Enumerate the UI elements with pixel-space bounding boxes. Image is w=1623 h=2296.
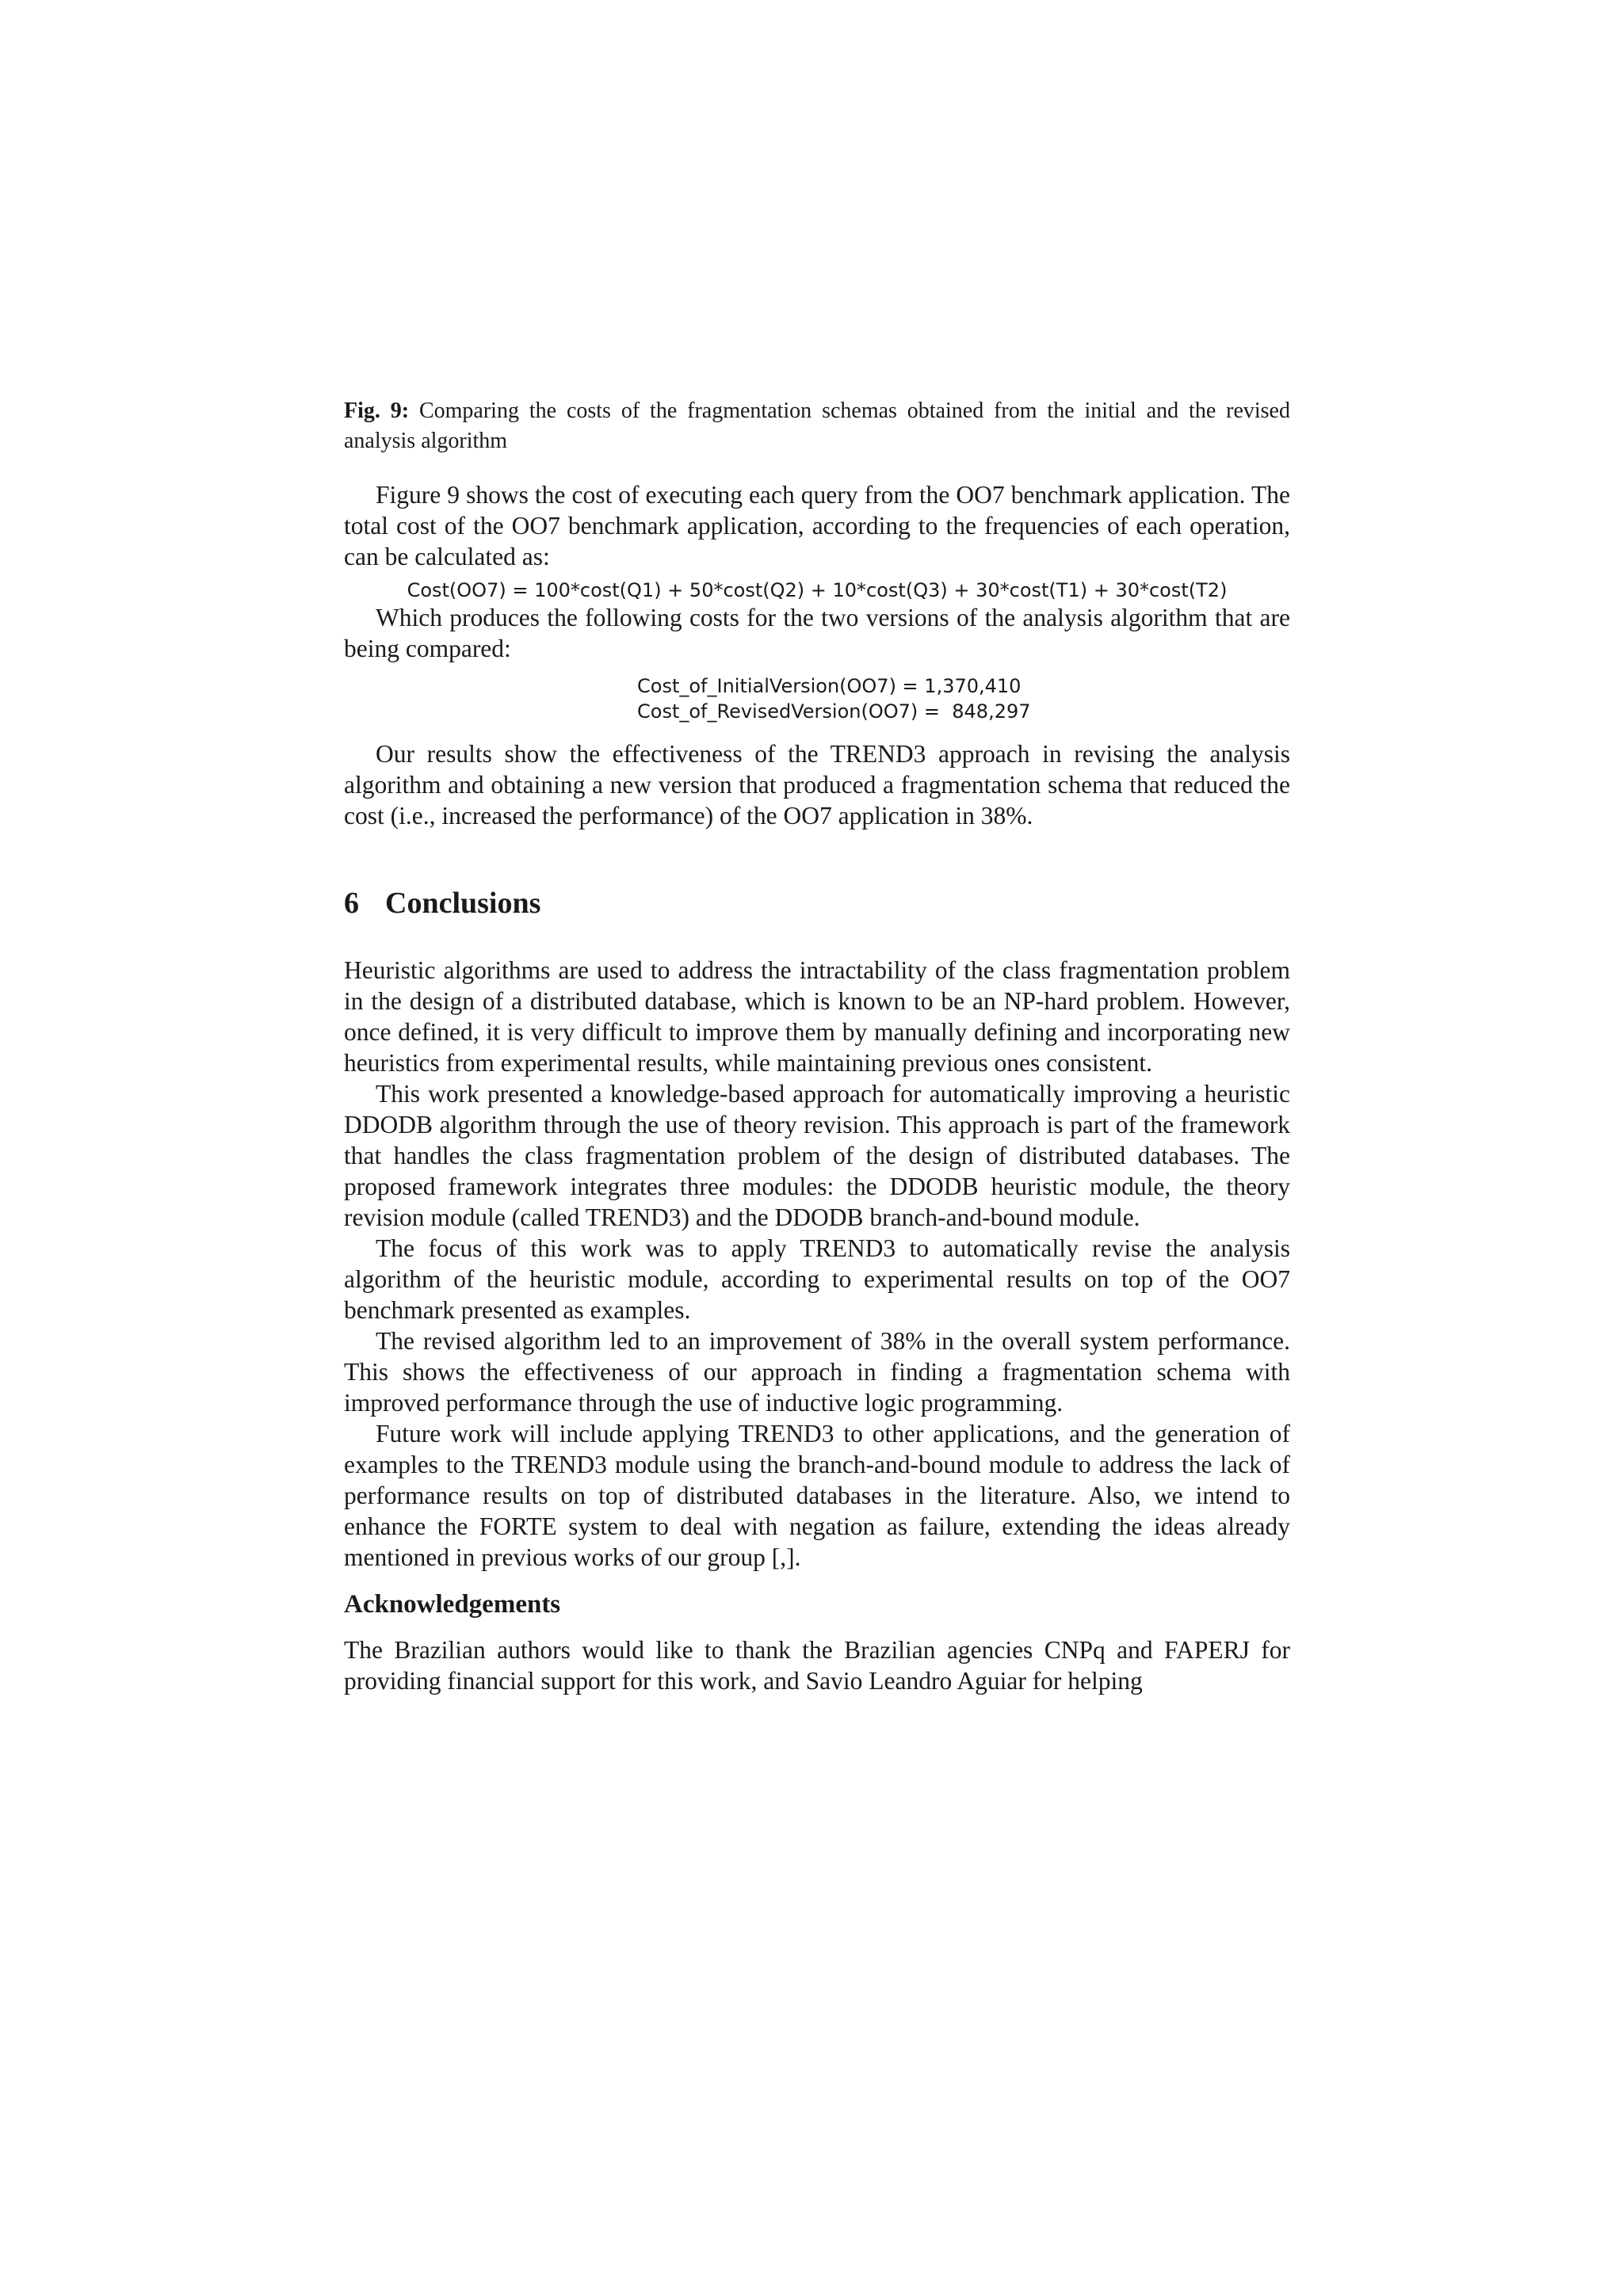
section-title: Conclusions: [385, 887, 541, 920]
acknowledgements-text: The Brazilian authors would like to thank the Brazilian agencies CNPq and FAPERJ for providing financial support for this work, and Savio Leandro Aguiar for helping: [344, 1636, 1290, 1695]
page-content: [344, 396, 1290, 1696]
cost-initial-version: Cost_of_InitialVersion(OO7) = 1,370,410: [637, 675, 1022, 697]
conclusions-paragraph-3: The focus of this work was to apply TREND3 to automatically revise the analysis algorithm of the heuristic module, according to experimental results on top of the OO7 benchmark presented as examples.: [344, 1234, 1290, 1324]
section-heading-conclusions: [344, 885, 1290, 921]
results-paragraph-2: Which produces the following costs for the two versions of the analysis algorithm that are being compared:: [344, 604, 1290, 662]
figure-caption-text: Comparing the costs of the fragmentation schemas obtained from the initial and the revised analysis algorithm: [344, 399, 1290, 453]
conclusions-paragraph-5: Future work will include applying TREND3 to other applications, and the generation of examples to the TREND3 module using the branch-and-bound module to address the lack of performance results on top of distributed databases in the literature. Also, we intend to enhance the FORTE system to deal with negation as failure, extending the ideas already mentioned in previous works of our group [,].: [344, 1420, 1290, 1571]
figure-caption: [344, 396, 1290, 456]
cost-revised-version: Cost_of_RevisedVersion(OO7) = 848,297: [637, 700, 1031, 723]
results-paragraph-1: Figure 9 shows the cost of executing each query from the OO7 benchmark application. The total cost of the OO7 benchmark application, according to the frequencies of each operation, can be calculated as:: [344, 481, 1290, 570]
acknowledgements-heading: Acknowledgements: [344, 1590, 561, 1619]
results-paragraph-3: Our results show the effectiveness of the TREND3 approach in revising the analysis algorithm and obtaining a new version that produced a fragmentation schema that reduced the cost (i.e., increased the performance) of the OO7 application in 38%.: [344, 740, 1290, 830]
section-number: 6: [344, 887, 359, 920]
conclusions-paragraph-2: This work presented a knowledge-based approach for automatically improving a heuristic DDODB algorithm through the use of theory revision. This approach is part of the framework that handles the class fragmentation problem of the design of distributed databases. The proposed framework integrates three modules: the DDODB heuristic module, the theory revision module (called TREND3) and the DDODB branch-and-bound module.: [344, 1080, 1290, 1231]
conclusions-paragraph-4: The revised algorithm led to an improvement of 38% in the overall system performance. This shows the effectiveness of our approach in finding a fragmentation schema with improved performance through the use of inductive logic programming.: [344, 1327, 1290, 1417]
cost-formula: Cost(OO7) = 100*cost(Q1) + 50*cost(Q2) + 10*cost(Q3) + 30*cost(T1) + 30*cost(T2): [407, 579, 1228, 601]
figure-caption-label: Fig. 9:: [344, 399, 410, 423]
conclusions-paragraph-1: Heuristic algorithms are used to address the intractability of the class fragmentation problem in the design of a distributed database, which is known to be an NP-hard problem. However, once defined, it is very difficult to improve them by manually defining and incorporating new heuristics from experimental results, while maintaining previous ones consistent.: [344, 956, 1290, 1077]
